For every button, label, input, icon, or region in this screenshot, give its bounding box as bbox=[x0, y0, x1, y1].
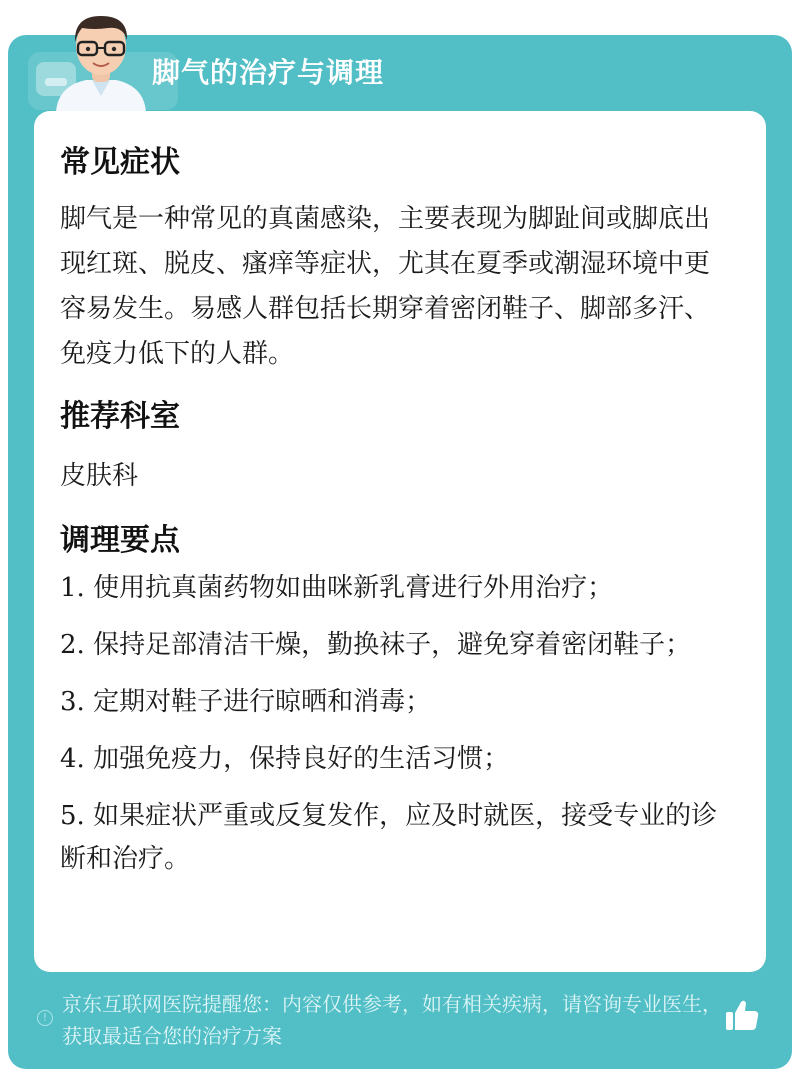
item-text: 如果症状严重或反复发作，应及时就医，接受专业的诊断和治疗。 bbox=[60, 801, 718, 874]
item-number: 4. bbox=[60, 744, 85, 774]
thumbs-up-icon[interactable] bbox=[724, 998, 760, 1032]
item-number: 5. bbox=[60, 801, 85, 831]
department-text: 皮肤科 bbox=[60, 461, 139, 491]
item-number: 1. bbox=[60, 573, 85, 603]
list-item bbox=[60, 624, 734, 667]
list-item bbox=[60, 567, 734, 610]
list-item bbox=[60, 795, 734, 881]
item-text: 加强免疫力，保持良好的生活习惯； bbox=[93, 744, 510, 774]
content-card bbox=[34, 111, 766, 972]
item-number: 3. bbox=[60, 687, 85, 717]
info-icon: ! bbox=[37, 1010, 53, 1026]
symptoms-heading: 常见症状 bbox=[60, 145, 180, 180]
item-text: 使用抗真菌药物如曲咪新乳膏进行外用治疗； bbox=[93, 573, 614, 603]
care-list bbox=[60, 567, 734, 895]
page-title: 脚气的治疗与调理 bbox=[152, 56, 385, 89]
department-heading: 推荐科室 bbox=[60, 399, 180, 434]
list-item bbox=[60, 738, 734, 781]
item-number: 2. bbox=[60, 630, 85, 660]
footer-notice: 京东互联网医院提醒您：内容仅供参考，如有相关疾病，请咨询专业医生，获取最适合您的治疗方案 bbox=[62, 992, 722, 1048]
list-item bbox=[60, 681, 734, 724]
doctor-avatar bbox=[46, 8, 156, 112]
care-heading: 调理要点 bbox=[60, 523, 180, 558]
item-text: 保持足部清洁干燥，勤换袜子，避免穿着密闭鞋子； bbox=[93, 630, 692, 660]
symptoms-text: 脚气是一种常见的真菌感染，主要表现为脚趾间或脚底出现红斑、脱皮、瘙痒等症状，尤其在夏季或潮湿环境中更容易发生。易感人群包括长期穿着密闭鞋子、脚部多汗、免疫力低下的人群。 bbox=[60, 204, 711, 369]
item-text: 定期对鞋子进行晾晒和消毒； bbox=[93, 687, 432, 717]
